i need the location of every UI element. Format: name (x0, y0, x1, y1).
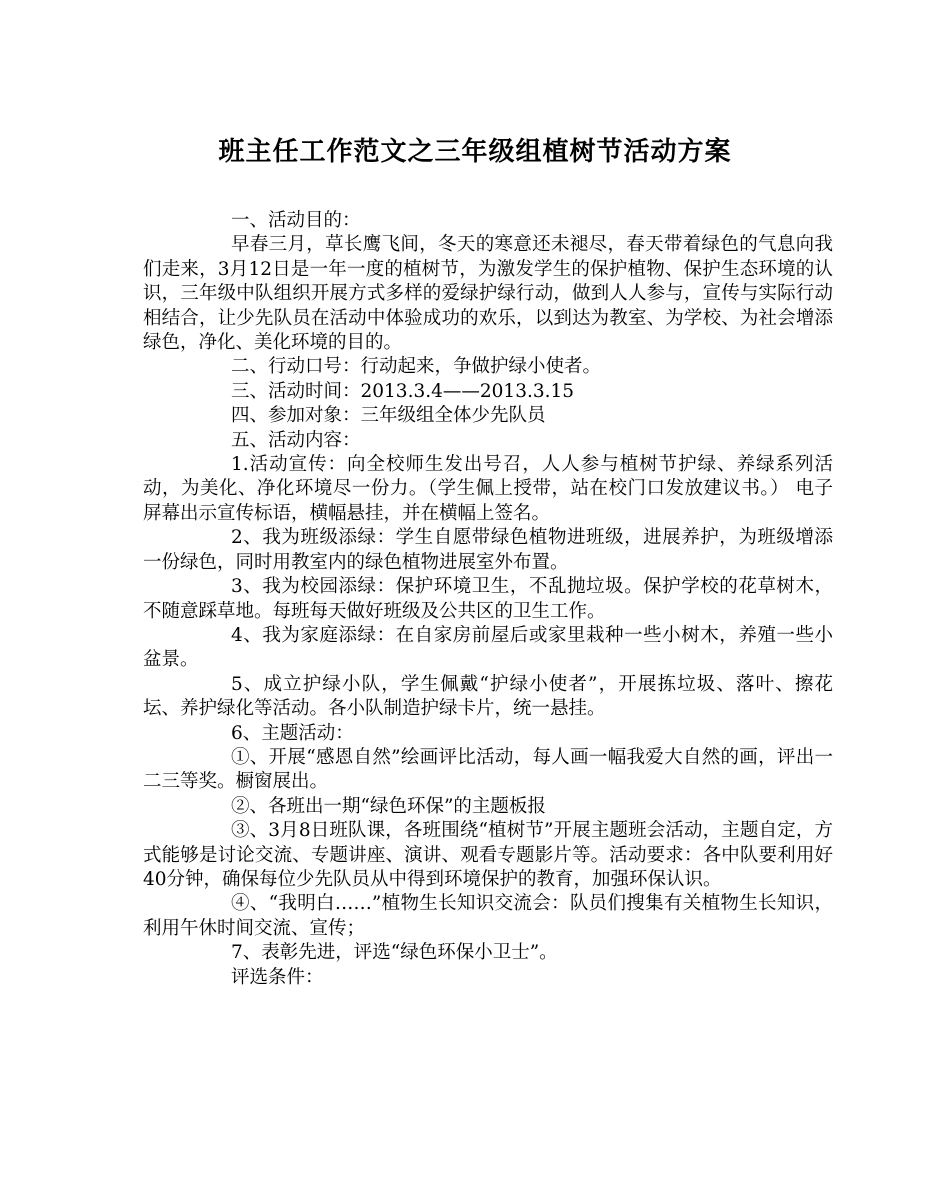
paragraph-time: 三、活动时间：2013.3.4——2013.3.15 (231, 380, 575, 402)
paragraph-section-5-heading: 五、活动内容： (231, 429, 361, 451)
paragraph-item-2: 2、我为班级添绿：学生自愿带绿色植物进班级，进展养护，为班级增添一份绿色，同时用教室内的绿色植物进展室外布置。 (143, 527, 833, 573)
paragraph-subitem-1: ①、开展“感恩自然”绘画评比活动，每人画一幅我爱大自然的画，评出一二三等奖。橱窗展出。 (143, 746, 833, 793)
paragraph-item-6: 6、主题活动： (231, 722, 354, 744)
paragraph-subitem-2: ②、各班出一期“绿色环保”的主题板报 (231, 795, 546, 817)
paragraph-item-5: 5、成立护绿小队，学生佩戴“护绿小使者”，开展拣垃圾、落叶、擦花坛、养护绿化等活动。各小队制造护绿卡片，统一悬挂。 (143, 673, 833, 720)
paragraph-section-1-heading: 一、活动目的： (231, 210, 361, 231)
paragraph-slogan: 二、行动口号：行动起来，争做护绿小使者。 (231, 356, 602, 378)
document-body (143, 209, 833, 990)
paragraph-criteria: 评选条件： (231, 966, 324, 988)
paragraph-item-4: 4、我为家庭添绿：在自家房前屋后或家里栽种一些小树木，养殖一些小盆景。 (143, 624, 833, 671)
paragraph-item-1: 1.活动宣传：向全校师生发出号召，人人参与植树节护绿、养绿系列活动，为美化、净化环境尽一份力。（学生佩上授带，站在校门口发放建议书。） 电子屏幕出示宣传标语，横幅悬挂，并在横幅上签名。 (143, 454, 833, 524)
paragraph-purpose: 早春三月，草长鹰飞间，冬天的寒意还未褪尽，春天带着绿色的气息向我们走来，3月12日是一年一度的植树节，为激发学生的保护植物、保护生态环境的认识，三年级中队组织开展方式多样的爱绿护绿行动，做到人人参与，宣传与实际行动相结合，让少先队员在活动中体验成功的欢乐，以到达为教室、为学校、为社会增添绿色，净化、美化环境的目的。 (143, 234, 833, 354)
paragraph-item-3: 3、我为校园添绿：保护环境卫生，不乱抛垃圾。保护学校的花草树木，不随意踩草地。每班每天做好班级及公共区的卫生工作。 (143, 576, 833, 622)
paragraph-subitem-4: ④、“我明白……”植物生长知识交流会：队员们搜集有关植物生长知识，利用午休时间交流、宣传； (143, 893, 833, 939)
paragraph-item-7: 7、表彰先进，评选“绿色环保小卫士”。 (231, 942, 558, 964)
paragraph-subitem-3: ③、3月8日班队课，各班围绕“植树节”开展主题班会活动，主题自定，方式能够是讨论交流、专题讲座、演讲、观看专题影片等。活动要求：各中队要利用好40分钟，确保每位少先队员从中得到环境保护的教育，加强环保认识。 (143, 820, 833, 890)
paragraph-participants: 四、参加对象：三年级组全体少先队员 (231, 405, 546, 427)
document-title: 班主任工作范文之三年级组植树节活动方案 (218, 137, 732, 167)
